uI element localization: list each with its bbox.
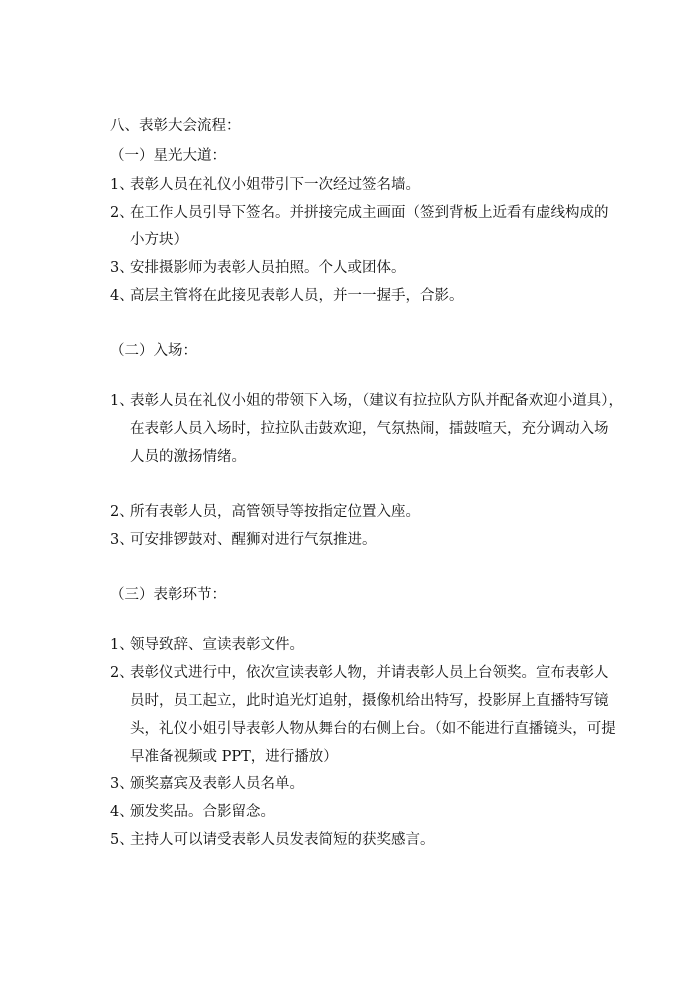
list-text: 主持人可以请受表彰人员发表简短的获奖感言。 [130,832,435,848]
list-item [110,774,304,794]
list-item [110,502,420,522]
list-text: 颁发奖品。合影留念。 [130,804,275,820]
document-title: 八、表彰大会流程： [110,118,241,134]
list-text-continued: 员时，员工起立，此时追光灯追射，摄像机给出特写，投影屏上直播特写镜 [130,693,609,709]
list-text: 表彰人员在礼仪小姐的带领下入场，（建议有拉拉队方队并配备欢迎小道具）， [130,393,623,409]
list-number: 4、 [110,804,134,820]
list-text-continued: 人员的激扬情绪。 [130,449,246,465]
list-text: 可安排锣鼓对、醒狮对进行气氛推进。 [130,532,377,548]
list-number: 5、 [110,832,134,848]
list-number: 2、 [110,504,134,520]
list-item [110,802,275,822]
list-text-continued: 头，礼仪小姐引导表彰人物从舞台的右侧上台。（如不能进行直播镜头，可提 [130,721,616,737]
list-item [110,663,609,683]
section-heading-entrance: （二）入场： [110,343,197,359]
list-text: 安排摄影师为表彰人员拍照。个人或团体。 [130,260,406,276]
section-heading-awards: （三）表彰环节： [110,587,226,603]
list-text: 表彰人员在礼仪小姐带引下一次经过签名墙。 [130,177,420,193]
list-number: 3、 [110,532,134,548]
list-number: 4、 [110,288,134,304]
list-item [110,175,420,195]
list-item [110,203,609,223]
list-text: 领导致辞、宣读表彰文件。 [130,637,304,653]
list-number: 3、 [110,776,134,792]
list-number: 1、 [110,637,134,653]
list-item [110,391,623,411]
list-text: 所有表彰人员，高管领导等按指定位置入座。 [130,504,420,520]
list-number: 2、 [110,665,134,681]
list-number: 2、 [110,205,134,221]
list-number: 3、 [110,260,134,276]
list-text: 在工作人员引导下签名。并拼接完成主画面（签到背板上近看有虚线构成的 [130,205,609,221]
section-heading-star-avenue: （一）星光大道： [110,148,226,164]
list-item [110,830,435,850]
list-number: 1、 [110,177,134,193]
list-number: 1、 [110,393,134,409]
list-item [110,286,464,306]
list-item [110,530,377,550]
list-text-continued: 在表彰人员入场时，拉拉队击鼓欢迎，气氛热闹，擂鼓喧天，充分调动入场 [130,421,609,437]
list-text: 高层主管将在此接见表彰人员，并一一握手，合影。 [130,288,464,304]
list-item [110,635,304,655]
list-text-continued: 小方块） [130,232,188,248]
list-item [110,258,406,278]
list-text: 颁奖嘉宾及表彰人员名单。 [130,776,304,792]
list-text: 表彰仪式进行中，依次宣读表彰人物，并请表彰人员上台领奖。宣布表彰人 [130,665,609,681]
list-text-continued: 早准备视频或 PPT，进行播放） [130,749,338,765]
